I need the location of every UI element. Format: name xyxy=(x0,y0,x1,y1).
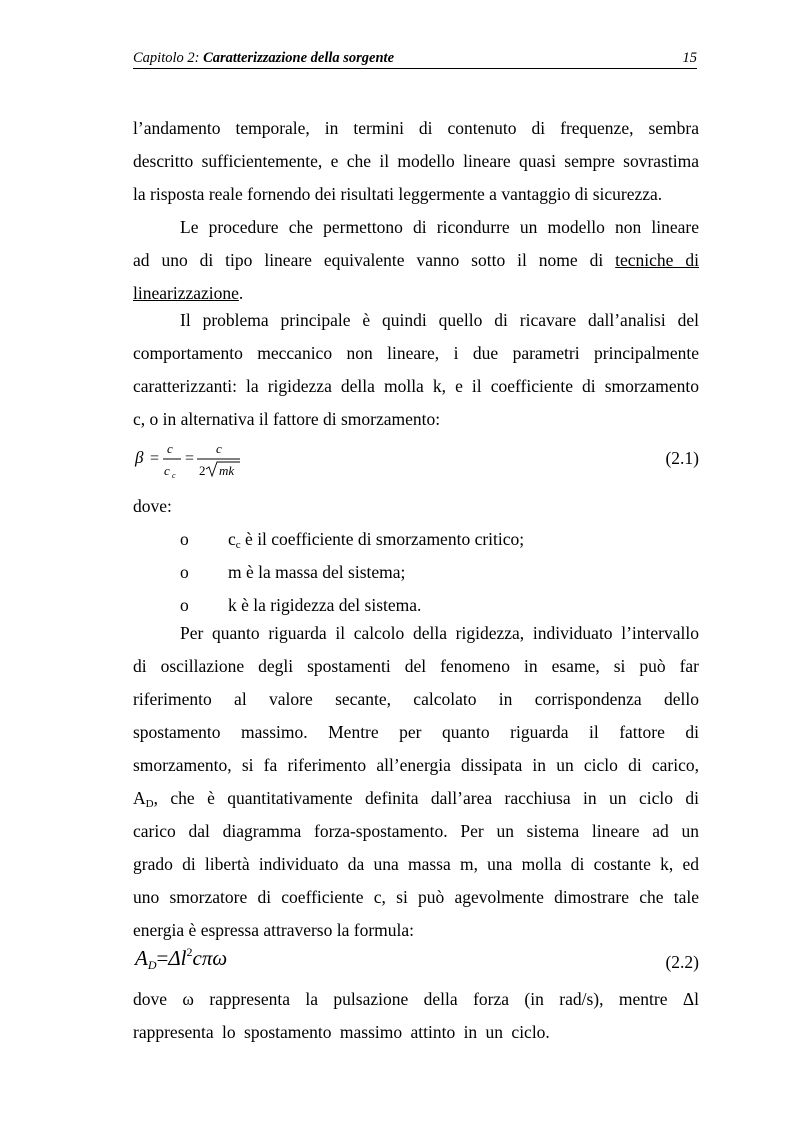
chapter-heading xyxy=(133,50,394,67)
page-number: 15 xyxy=(682,50,697,66)
equation-number: (2.2) xyxy=(665,952,699,972)
subscript: D xyxy=(145,798,154,810)
paragraph-2 xyxy=(133,211,699,310)
text-line xyxy=(133,782,699,815)
underlined-term: tecniche di xyxy=(615,250,699,270)
text-span: . xyxy=(238,283,244,303)
fraction-numerator: c xyxy=(167,441,173,456)
paragraph-dove xyxy=(133,490,699,523)
denominator-subscript: c xyxy=(172,471,176,480)
energy-formula xyxy=(135,945,227,973)
bullet-marker: o xyxy=(180,562,189,582)
symbol: c xyxy=(228,529,236,549)
text-line: rappresenta lo spostamento massimo attinto in un ciclo. xyxy=(133,1022,550,1042)
text-line: dove: xyxy=(133,496,172,516)
text-span: ad uno di tipo lineare equivalente vanno sotto il nome di xyxy=(133,250,616,270)
text-line: la risposta reale fornendo dei risultati leggermente a vantaggio di sicurezza. xyxy=(133,184,663,204)
text-line: Per quanto riguarda il calcolo della rigidezza, individuato l’intervallo xyxy=(180,623,699,643)
equals-sign: = xyxy=(156,946,169,970)
paragraph-1 xyxy=(133,112,699,211)
formula-tail: cπω xyxy=(192,946,228,970)
text-line: Il problema principale è quindi quello di ricavare dall’analisi del xyxy=(180,310,699,330)
text-line: spostamento massimo. Mentre per quanto riguarda il fattore di xyxy=(133,722,699,742)
exponent: 2 xyxy=(186,945,193,959)
symbol: A xyxy=(135,946,148,970)
paragraph-3 xyxy=(133,304,699,436)
delta-l-symbol: Δl xyxy=(168,946,187,970)
damping-ratio-formula xyxy=(133,438,333,480)
paragraph-5 xyxy=(133,983,699,1049)
text-line: descritto sufficientemente, e che il modello lineare quasi sempre sovrastima xyxy=(133,151,699,171)
symbol: A xyxy=(133,788,146,808)
beta-symbol: β xyxy=(135,448,144,467)
chapter-title: Caratterizzazione della sorgente xyxy=(203,50,395,66)
equation-2-1 xyxy=(133,438,699,480)
denominator-coefficient: 2 xyxy=(199,463,206,478)
running-header xyxy=(133,50,697,69)
text-line: comportamento meccanico non lineare, i due parametri principalmente xyxy=(133,343,699,363)
text-line: c, o in alternativa il fattore di smorzamento: xyxy=(133,409,441,429)
text-line: l’andamento temporale, in termini di contenuto di frequenze, sembra xyxy=(133,118,699,138)
fraction-numerator: c xyxy=(216,441,222,456)
radicand: mk xyxy=(219,463,235,478)
text-span: è il coefficiente di smorzamento critico; xyxy=(240,529,525,549)
list-item-text: m è la massa del sistema; xyxy=(228,562,406,582)
list-item-text: k è la rigidezza del sistema. xyxy=(228,595,422,615)
text-line: smorzamento, si fa riferimento all’energia dissipata in un ciclo di carico, xyxy=(133,755,699,775)
text-line: caratterizzanti: la rigidezza della molla k, e il coefficiente di smorzamento xyxy=(133,376,699,396)
text-line: grado di libertà individuato da una massa m, una molla di costante k, ed xyxy=(133,854,699,874)
bullet-marker: o xyxy=(180,529,189,549)
equation-number: (2.1) xyxy=(665,448,699,468)
equation-2-2 xyxy=(133,943,699,977)
text-line: Le procedure che permettono di ricondurre un modello non lineare xyxy=(180,217,699,237)
equals-sign: = xyxy=(185,450,195,467)
underlined-term: linearizzazione xyxy=(133,283,239,303)
text-line: carico dal diagramma forza-spostamento. Per un sistema lineare ad un xyxy=(133,821,699,841)
text-line: energia è espressa attraverso la formula: xyxy=(133,920,415,940)
paragraph-4 xyxy=(133,617,699,947)
text-span: , che è quantitativamente definita dall’area racchiusa in un ciclo di xyxy=(153,788,699,808)
subscript: c xyxy=(235,539,241,551)
text-line: uno smorzatore di coefficiente c, si può agevolmente dimostrare che tale xyxy=(133,887,699,907)
fraction-denominator: c xyxy=(164,463,170,478)
text-line: dove ω rappresenta la pulsazione della forza (in rad/s), mentre Δl xyxy=(133,989,699,1009)
equals-sign: = xyxy=(150,450,160,467)
text-line: di oscillazione degli spostamenti del fenomeno in esame, si può far xyxy=(133,656,699,676)
subscript: D xyxy=(147,958,157,972)
text-line: riferimento al valore secante, calcolato in corrispondenza dello xyxy=(133,689,699,709)
bullet-marker: o xyxy=(180,595,189,615)
chapter-prefix: Capitolo 2: xyxy=(133,50,204,66)
text-line xyxy=(133,244,699,277)
